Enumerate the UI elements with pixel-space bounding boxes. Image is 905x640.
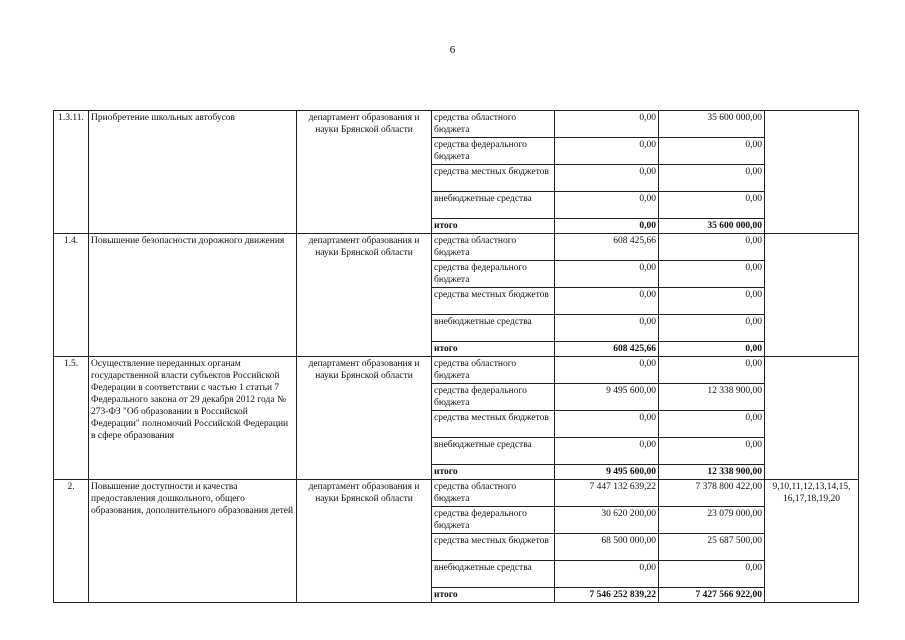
amount-year-2: 0,00 <box>659 411 765 438</box>
amount-year-1: 0,00 <box>555 561 659 588</box>
amount-year-1: 608 425,66 <box>555 342 659 357</box>
responsible-department: департамент образования и науки Брянской области <box>297 480 432 603</box>
measure-name: Повышение безопасности дорожного движения <box>89 234 297 357</box>
amount-year-2: 12 338 900,00 <box>659 384 765 411</box>
row-number: 1.5. <box>54 357 89 480</box>
responsible-department: департамент образования и науки Брянской области <box>297 357 432 480</box>
table-row <box>54 111 859 138</box>
amount-year-1: 30 620 200,00 <box>555 507 659 534</box>
funding-source: средства областного бюджета <box>432 357 555 384</box>
amount-year-2: 0,00 <box>659 288 765 315</box>
amount-year-2: 0,00 <box>659 342 765 357</box>
indicator-links: 9,10,11,12,13,14,15, 16,17,18,19,20 <box>765 480 859 603</box>
amount-year-1: 0,00 <box>555 111 659 138</box>
funding-source: средства областного бюджета <box>432 480 555 507</box>
amount-year-1: 608 425,66 <box>555 234 659 261</box>
funding-source: итого <box>432 588 555 603</box>
funding-source: средства местных бюджетов <box>432 165 555 192</box>
row-number: 2. <box>54 480 89 603</box>
funding-source: средства областного бюджета <box>432 111 555 138</box>
amount-year-2: 0,00 <box>659 261 765 288</box>
funding-source: средства федерального бюджета <box>432 261 555 288</box>
amount-year-2: 35 600 000,00 <box>659 111 765 138</box>
budget-table <box>53 110 859 603</box>
indicator-links <box>765 234 859 357</box>
row-number: 1.4. <box>54 234 89 357</box>
amount-year-1: 0,00 <box>555 357 659 384</box>
amount-year-1: 0,00 <box>555 315 659 342</box>
table-row <box>54 234 859 261</box>
funding-source: внебюджетные средства <box>432 192 555 219</box>
amount-year-1: 7 546 252 839,22 <box>555 588 659 603</box>
funding-source: средства местных бюджетов <box>432 534 555 561</box>
indicator-links <box>765 111 859 234</box>
amount-year-1: 9 495 600,00 <box>555 384 659 411</box>
amount-year-1: 0,00 <box>555 261 659 288</box>
funding-source: средства федерального бюджета <box>432 384 555 411</box>
measure-name: Повышение доступности и качества предоставления дошкольного, общего образования, дополнительного образования детей <box>89 480 297 603</box>
funding-source: средства областного бюджета <box>432 234 555 261</box>
amount-year-2: 0,00 <box>659 165 765 192</box>
funding-source: итого <box>432 219 555 234</box>
responsible-department: департамент образования и науки Брянской области <box>297 111 432 234</box>
responsible-department: департамент образования и науки Брянской области <box>297 234 432 357</box>
funding-source: средства местных бюджетов <box>432 411 555 438</box>
funding-source: итого <box>432 342 555 357</box>
table-row <box>54 480 859 507</box>
funding-source: средства федерального бюджета <box>432 138 555 165</box>
amount-year-2: 0,00 <box>659 438 765 465</box>
amount-year-2: 0,00 <box>659 138 765 165</box>
funding-source: средства местных бюджетов <box>432 288 555 315</box>
funding-source: средства федерального бюджета <box>432 507 555 534</box>
amount-year-1: 9 495 600,00 <box>555 465 659 480</box>
indicator-links <box>765 357 859 480</box>
funding-source: внебюджетные средства <box>432 315 555 342</box>
row-number: 1.3.11. <box>54 111 89 234</box>
amount-year-1: 0,00 <box>555 288 659 315</box>
amount-year-1: 0,00 <box>555 438 659 465</box>
amount-year-1: 0,00 <box>555 138 659 165</box>
amount-year-2: 0,00 <box>659 192 765 219</box>
amount-year-1: 0,00 <box>555 165 659 192</box>
measure-name: Осуществление переданных органам государственной власти субъектов Российской Федерации в соответствии с частью 1 статьи 7 Федерального закона от 29 декабря 2012 года № 273-ФЗ "Об образовании в Российской Федерации" полномочий Российской Федерации в сфере образования <box>89 357 297 480</box>
amount-year-2: 12 338 900,00 <box>659 465 765 480</box>
amount-year-2: 0,00 <box>659 561 765 588</box>
amount-year-2: 0,00 <box>659 234 765 261</box>
amount-year-2: 0,00 <box>659 357 765 384</box>
measure-name: Приобретение школьных автобусов <box>89 111 297 234</box>
funding-source: внебюджетные средства <box>432 561 555 588</box>
amount-year-1: 0,00 <box>555 411 659 438</box>
amount-year-1: 0,00 <box>555 219 659 234</box>
amount-year-2: 23 079 000,00 <box>659 507 765 534</box>
amount-year-1: 68 500 000,00 <box>555 534 659 561</box>
funding-source: внебюджетные средства <box>432 438 555 465</box>
amount-year-2: 7 427 566 922,00 <box>659 588 765 603</box>
amount-year-1: 7 447 132 639,22 <box>555 480 659 507</box>
amount-year-1: 0,00 <box>555 192 659 219</box>
amount-year-2: 7 378 800 422,00 <box>659 480 765 507</box>
funding-source: итого <box>432 465 555 480</box>
amount-year-2: 25 687 500,00 <box>659 534 765 561</box>
page-number: 6 <box>449 44 456 56</box>
table-row <box>54 357 859 384</box>
amount-year-2: 0,00 <box>659 315 765 342</box>
amount-year-2: 35 600 000,00 <box>659 219 765 234</box>
